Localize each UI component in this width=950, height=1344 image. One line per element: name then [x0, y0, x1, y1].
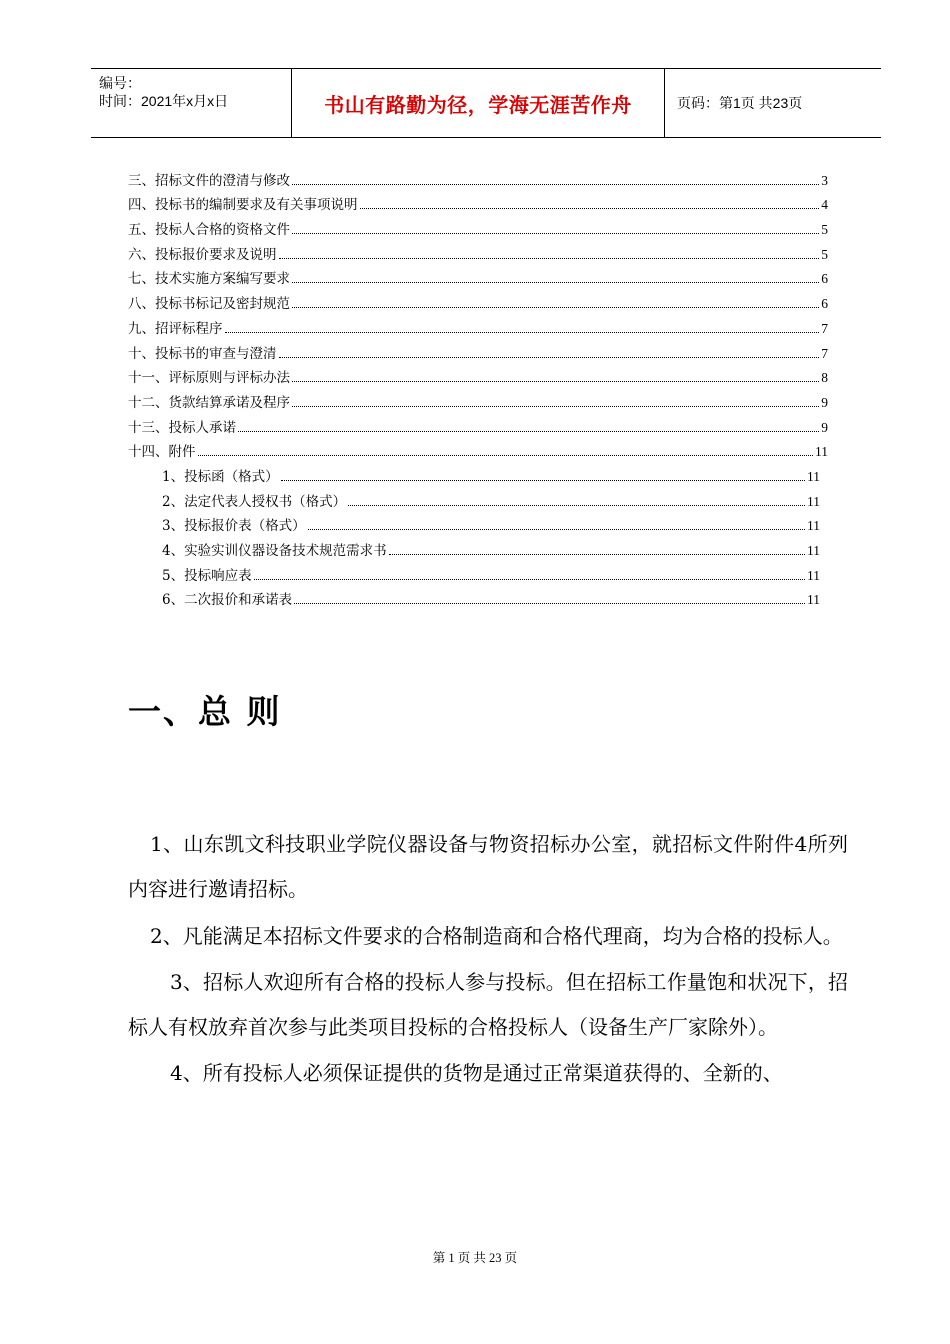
- paragraph-1: 1、山东凯文科技职业学院仪器设备与物资招标办公室，就招标文件附件4所列内容进行邀请招标。: [128, 832, 848, 901]
- toc-entry-page: 5: [821, 246, 828, 262]
- toc-entry-label: 十二、货款结算承诺及程序: [128, 394, 290, 411]
- page-header: [91, 68, 881, 138]
- toc-entry-page: 11: [807, 518, 820, 534]
- toc-entry[interactable]: [128, 238, 828, 263]
- toc-entry-page: 11: [807, 543, 820, 558]
- toc-sub-entry[interactable]: [128, 559, 820, 584]
- section-body: [128, 822, 848, 1096]
- document-number-label: 编号：: [99, 75, 141, 91]
- toc-entry-page: 3: [821, 172, 828, 188]
- toc-leader-dots: [348, 505, 805, 506]
- toc-entry-label: 3、投标报价表（格式）: [162, 518, 306, 535]
- header-page-cell: [665, 69, 881, 137]
- toc-leader-dots: [389, 554, 805, 555]
- toc-entry-label: 五、投标人合格的资格文件: [128, 222, 290, 239]
- toc-entry-label: 1、投标函（格式）: [162, 468, 279, 485]
- toc-leader-dots: [238, 431, 819, 432]
- toc-sub-entry[interactable]: [128, 534, 820, 559]
- toc-entry[interactable]: [128, 386, 828, 411]
- header-motto: 书山有路勤为径，学海无涯苦作舟: [324, 92, 632, 117]
- paragraph-4: 4、所有投标人必须保证提供的货物是通过正常渠道获得的、全新的、: [170, 1061, 783, 1085]
- toc-entry[interactable]: [128, 263, 828, 288]
- toc-entry-page: 8: [821, 370, 828, 386]
- toc-entry[interactable]: [128, 213, 828, 238]
- toc-entry-label: 九、招评标程序: [128, 320, 223, 337]
- toc-sub-entry[interactable]: [128, 510, 820, 535]
- toc-leader-dots: [292, 381, 819, 382]
- toc-sub-entry[interactable]: [128, 485, 820, 510]
- section-title: 一、总 则: [128, 692, 282, 731]
- toc-entry[interactable]: [128, 287, 828, 312]
- toc-entry-page: 4: [821, 197, 828, 213]
- toc-entry[interactable]: [128, 337, 828, 362]
- toc-entry-page: 11: [807, 592, 820, 608]
- toc-entry-page: 11: [807, 468, 820, 484]
- toc-leader-dots: [281, 480, 805, 481]
- toc-entry-label: 2、法定代表人授权书（格式）: [162, 493, 347, 510]
- toc-entry-label: 十、投标书的审查与澄清: [128, 345, 277, 362]
- toc-entry-label: 四、投标书的编制要求及有关事项说明: [128, 197, 358, 214]
- toc-leader-dots: [292, 406, 819, 407]
- toc-entry[interactable]: [128, 164, 828, 189]
- toc-entry-label: 十三、投标人承诺: [128, 419, 236, 436]
- toc-leader-dots: [360, 208, 820, 209]
- toc-entry-page: 11: [815, 444, 828, 460]
- toc-leader-dots: [308, 529, 805, 530]
- toc-entry-page: 7: [821, 320, 828, 336]
- toc-sub-entry[interactable]: [128, 584, 820, 609]
- toc-leader-dots: [279, 357, 820, 358]
- toc-leader-dots: [292, 184, 819, 185]
- table-of-contents: [128, 164, 828, 608]
- toc-leader-dots: [254, 579, 805, 580]
- toc-leader-dots: [292, 233, 819, 234]
- page-footer: 第 1 页 共 23 页: [432, 1251, 518, 1265]
- toc-leader-dots: [225, 332, 820, 333]
- toc-entry[interactable]: [128, 312, 828, 337]
- toc-entry-label: 十四、附件: [128, 444, 196, 461]
- toc-entry-label: 八、投标书标记及密封规范: [128, 296, 290, 313]
- header-meta-cell: [91, 69, 292, 137]
- toc-entry[interactable]: [128, 411, 828, 436]
- toc-entry-label: 六、投标报价要求及说明: [128, 246, 277, 263]
- toc-leader-dots: [198, 455, 814, 456]
- toc-entry[interactable]: [128, 436, 828, 461]
- toc-entry-page: 11: [807, 567, 820, 583]
- toc-entry[interactable]: [128, 189, 828, 214]
- toc-entry-page: 6: [821, 271, 828, 287]
- header-motto-cell: [292, 69, 665, 137]
- toc-entry-label: 七、技术实施方案编写要求: [128, 271, 290, 288]
- toc-entry-page: 11: [807, 493, 820, 509]
- toc-entry-page: 6: [821, 296, 828, 312]
- toc-leader-dots: [294, 603, 805, 604]
- toc-entry-page: 9: [821, 419, 828, 435]
- paragraph-2: 2、凡能满足本招标文件要求的合格制造商和合格代理商，均为合格的投标人。: [150, 924, 843, 948]
- toc-leader-dots: [279, 258, 820, 259]
- toc-entry-label: 5、投标响应表: [162, 567, 252, 584]
- toc-entry-page: 7: [821, 345, 828, 361]
- toc-entry-label: 三、招标文件的澄清与修改: [128, 172, 290, 189]
- paragraph-3: 3、招标人欢迎所有合格的投标人参与投标。但在招标工作量饱和状况下，招标人有权放弃首次参与此类项目投标的合格投标人（设备生产厂家除外）。: [128, 970, 848, 1039]
- toc-leader-dots: [292, 307, 819, 308]
- toc-entry-label: 十一、评标原则与评标办法: [128, 370, 290, 387]
- header-page-info: 页码：第1页 共23页: [677, 95, 803, 111]
- toc-entry-label: 6、二次报价和承诺表: [162, 592, 293, 609]
- toc-entry-page: 9: [821, 394, 828, 410]
- toc-leader-dots: [292, 282, 819, 283]
- document-time-label: 时间：2021年x月x日: [99, 93, 229, 109]
- toc-entry-page: 5: [821, 222, 828, 238]
- toc-entry[interactable]: [128, 362, 828, 387]
- toc-sub-entry[interactable]: [128, 460, 820, 485]
- toc-entry-label: 4、实验实训仪器设备技术规范需求书: [162, 543, 387, 559]
